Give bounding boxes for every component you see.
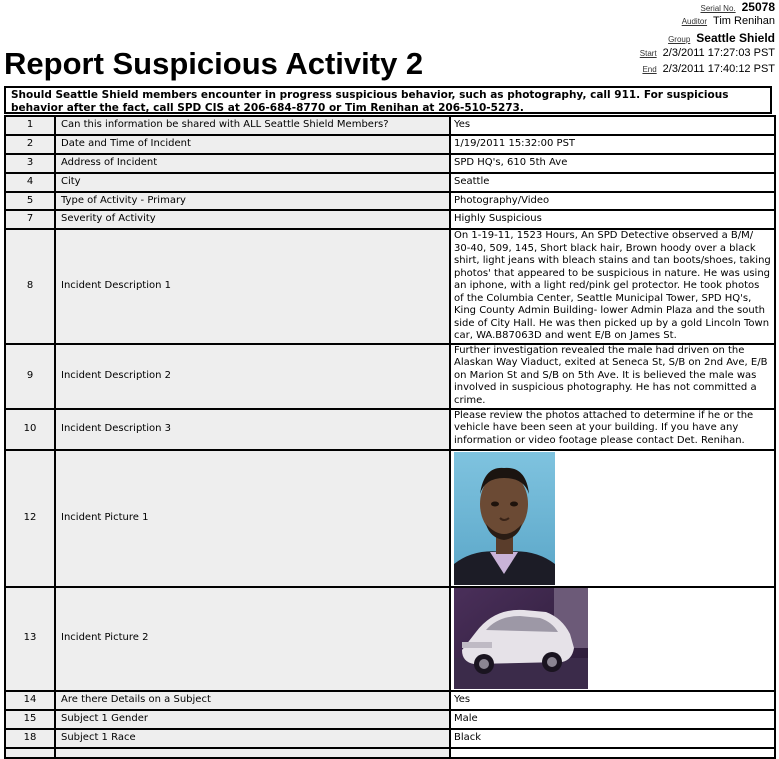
row-question: Incident Picture 2 [55, 587, 450, 691]
table-row [5, 344, 775, 409]
row-number: 9 [5, 344, 55, 409]
emergency-notice: Should Seattle Shield members encounter in progress suspicious behavior, such as photography, call 911. For suspicious behavior after the fact, call SPD CIS at 206-684-8770 or Tim Renihan at 206-510-5273. [4, 86, 772, 114]
table-row [5, 135, 775, 154]
row-answer: Black [450, 729, 775, 748]
row-question: Incident Description 2 [55, 344, 450, 409]
row-answer: Photography/Video [450, 192, 775, 210]
row-answer: Highly Suspicious [450, 210, 775, 229]
serial-value: 25078 [741, 0, 775, 14]
table-row [5, 729, 775, 748]
table-row [5, 192, 775, 210]
page-title: Report Suspicious Activity 2 [4, 46, 424, 81]
end-value: 2/3/2011 17:40:12 PST [662, 63, 775, 75]
row-question: Subject 1 Gender [55, 710, 450, 729]
row-number: 8 [5, 229, 55, 344]
auditor-value: Tim Renihan [713, 15, 775, 27]
table-row [5, 748, 775, 758]
table-row [5, 409, 775, 450]
row-number-empty [5, 748, 55, 758]
row-number: 1 [5, 116, 55, 135]
row-number: 14 [5, 691, 55, 710]
row-number: 2 [5, 135, 55, 154]
incident-picture-2-cell [450, 587, 775, 691]
row-answer: Further investigation revealed the male had driven on the Alaskan Way Viaduct, exited at Seneca St, S/B on 2nd Ave, E/B on Marion St and S/B on 5th Ave. It is believed the male was involved in suspicious photography. He has not committed a crime. [450, 344, 775, 409]
row-question: Incident Picture 1 [55, 450, 450, 587]
start-value: 2/3/2011 17:27:03 PST [662, 47, 775, 59]
row-number: 12 [5, 450, 55, 587]
row-question: Address of Incident [55, 154, 450, 173]
row-answer: Male [450, 710, 775, 729]
row-answer: Please review the photos attached to determine if he or the vehicle have been seen at your building. If you have any information or video footage please contact Det. Renihan. [450, 409, 775, 450]
table-row [5, 691, 775, 710]
start-row [640, 47, 775, 59]
row-number: 13 [5, 587, 55, 691]
end-row [642, 63, 775, 75]
auditor-label: Auditor [681, 17, 708, 26]
row-answer: 1/19/2011 15:32:00 PST [450, 135, 775, 154]
incident-picture-1 [454, 452, 555, 585]
group-label: Group [668, 35, 691, 44]
serial-row [701, 0, 776, 14]
row-answer: Yes [450, 116, 775, 135]
row-question: Type of Activity - Primary [55, 192, 450, 210]
table-row [5, 173, 775, 192]
row-number: 18 [5, 729, 55, 748]
row-answer: On 1-19-11, 1523 Hours, An SPD Detective observed a B/M/ 30-40, 509, 145, Short black hair, Brown hoody over a black shirt, light jeans with bleach stains and tan boots/shoes, taking photos' that appeared to be suspicious in nature. He was using an iphone, with a light red/pink gel protector. He took photos of the Columbia Center, Seattle Municipal Tower, SPD HQ's, King County Admin Building- lower Admin Plaza and the south side of City Hall. He was then picked up by a gold Lincoln Town car, WA.B87063D and went E/B on James St. [450, 229, 775, 344]
row-answer: Yes [450, 691, 775, 710]
group-value: Seattle Shield [696, 31, 775, 45]
row-number: 5 [5, 192, 55, 210]
row-question: Incident Description 1 [55, 229, 450, 344]
table-row [5, 710, 775, 729]
row-number: 4 [5, 173, 55, 192]
table-row [5, 450, 775, 587]
row-number: 3 [5, 154, 55, 173]
row-answer: Seattle [450, 173, 775, 192]
row-question: Subject 1 Race [55, 729, 450, 748]
auditor-row [682, 15, 775, 27]
start-label: Start [639, 49, 657, 58]
table-row [5, 587, 775, 691]
incident-picture-1-cell [450, 450, 775, 587]
row-number: 7 [5, 210, 55, 229]
row-question: Date and Time of Incident [55, 135, 450, 154]
table-row [5, 116, 775, 135]
serial-label: Serial No. [700, 4, 736, 13]
table-row [5, 154, 775, 173]
row-question-empty [55, 748, 450, 758]
row-number: 10 [5, 409, 55, 450]
group-row [668, 31, 775, 45]
row-question: Severity of Activity [55, 210, 450, 229]
row-question: Are there Details on a Subject [55, 691, 450, 710]
row-question: Incident Description 3 [55, 409, 450, 450]
row-question: Can this information be shared with ALL Seattle Shield Members? [55, 116, 450, 135]
table-row [5, 229, 775, 344]
incident-picture-2 [454, 588, 588, 689]
row-number: 15 [5, 710, 55, 729]
row-answer: SPD HQ's, 610 5th Ave [450, 154, 775, 173]
end-label: End [642, 65, 657, 74]
row-question: City [55, 173, 450, 192]
row-answer-empty [450, 748, 775, 758]
report-table [4, 115, 776, 759]
table-row [5, 210, 775, 229]
